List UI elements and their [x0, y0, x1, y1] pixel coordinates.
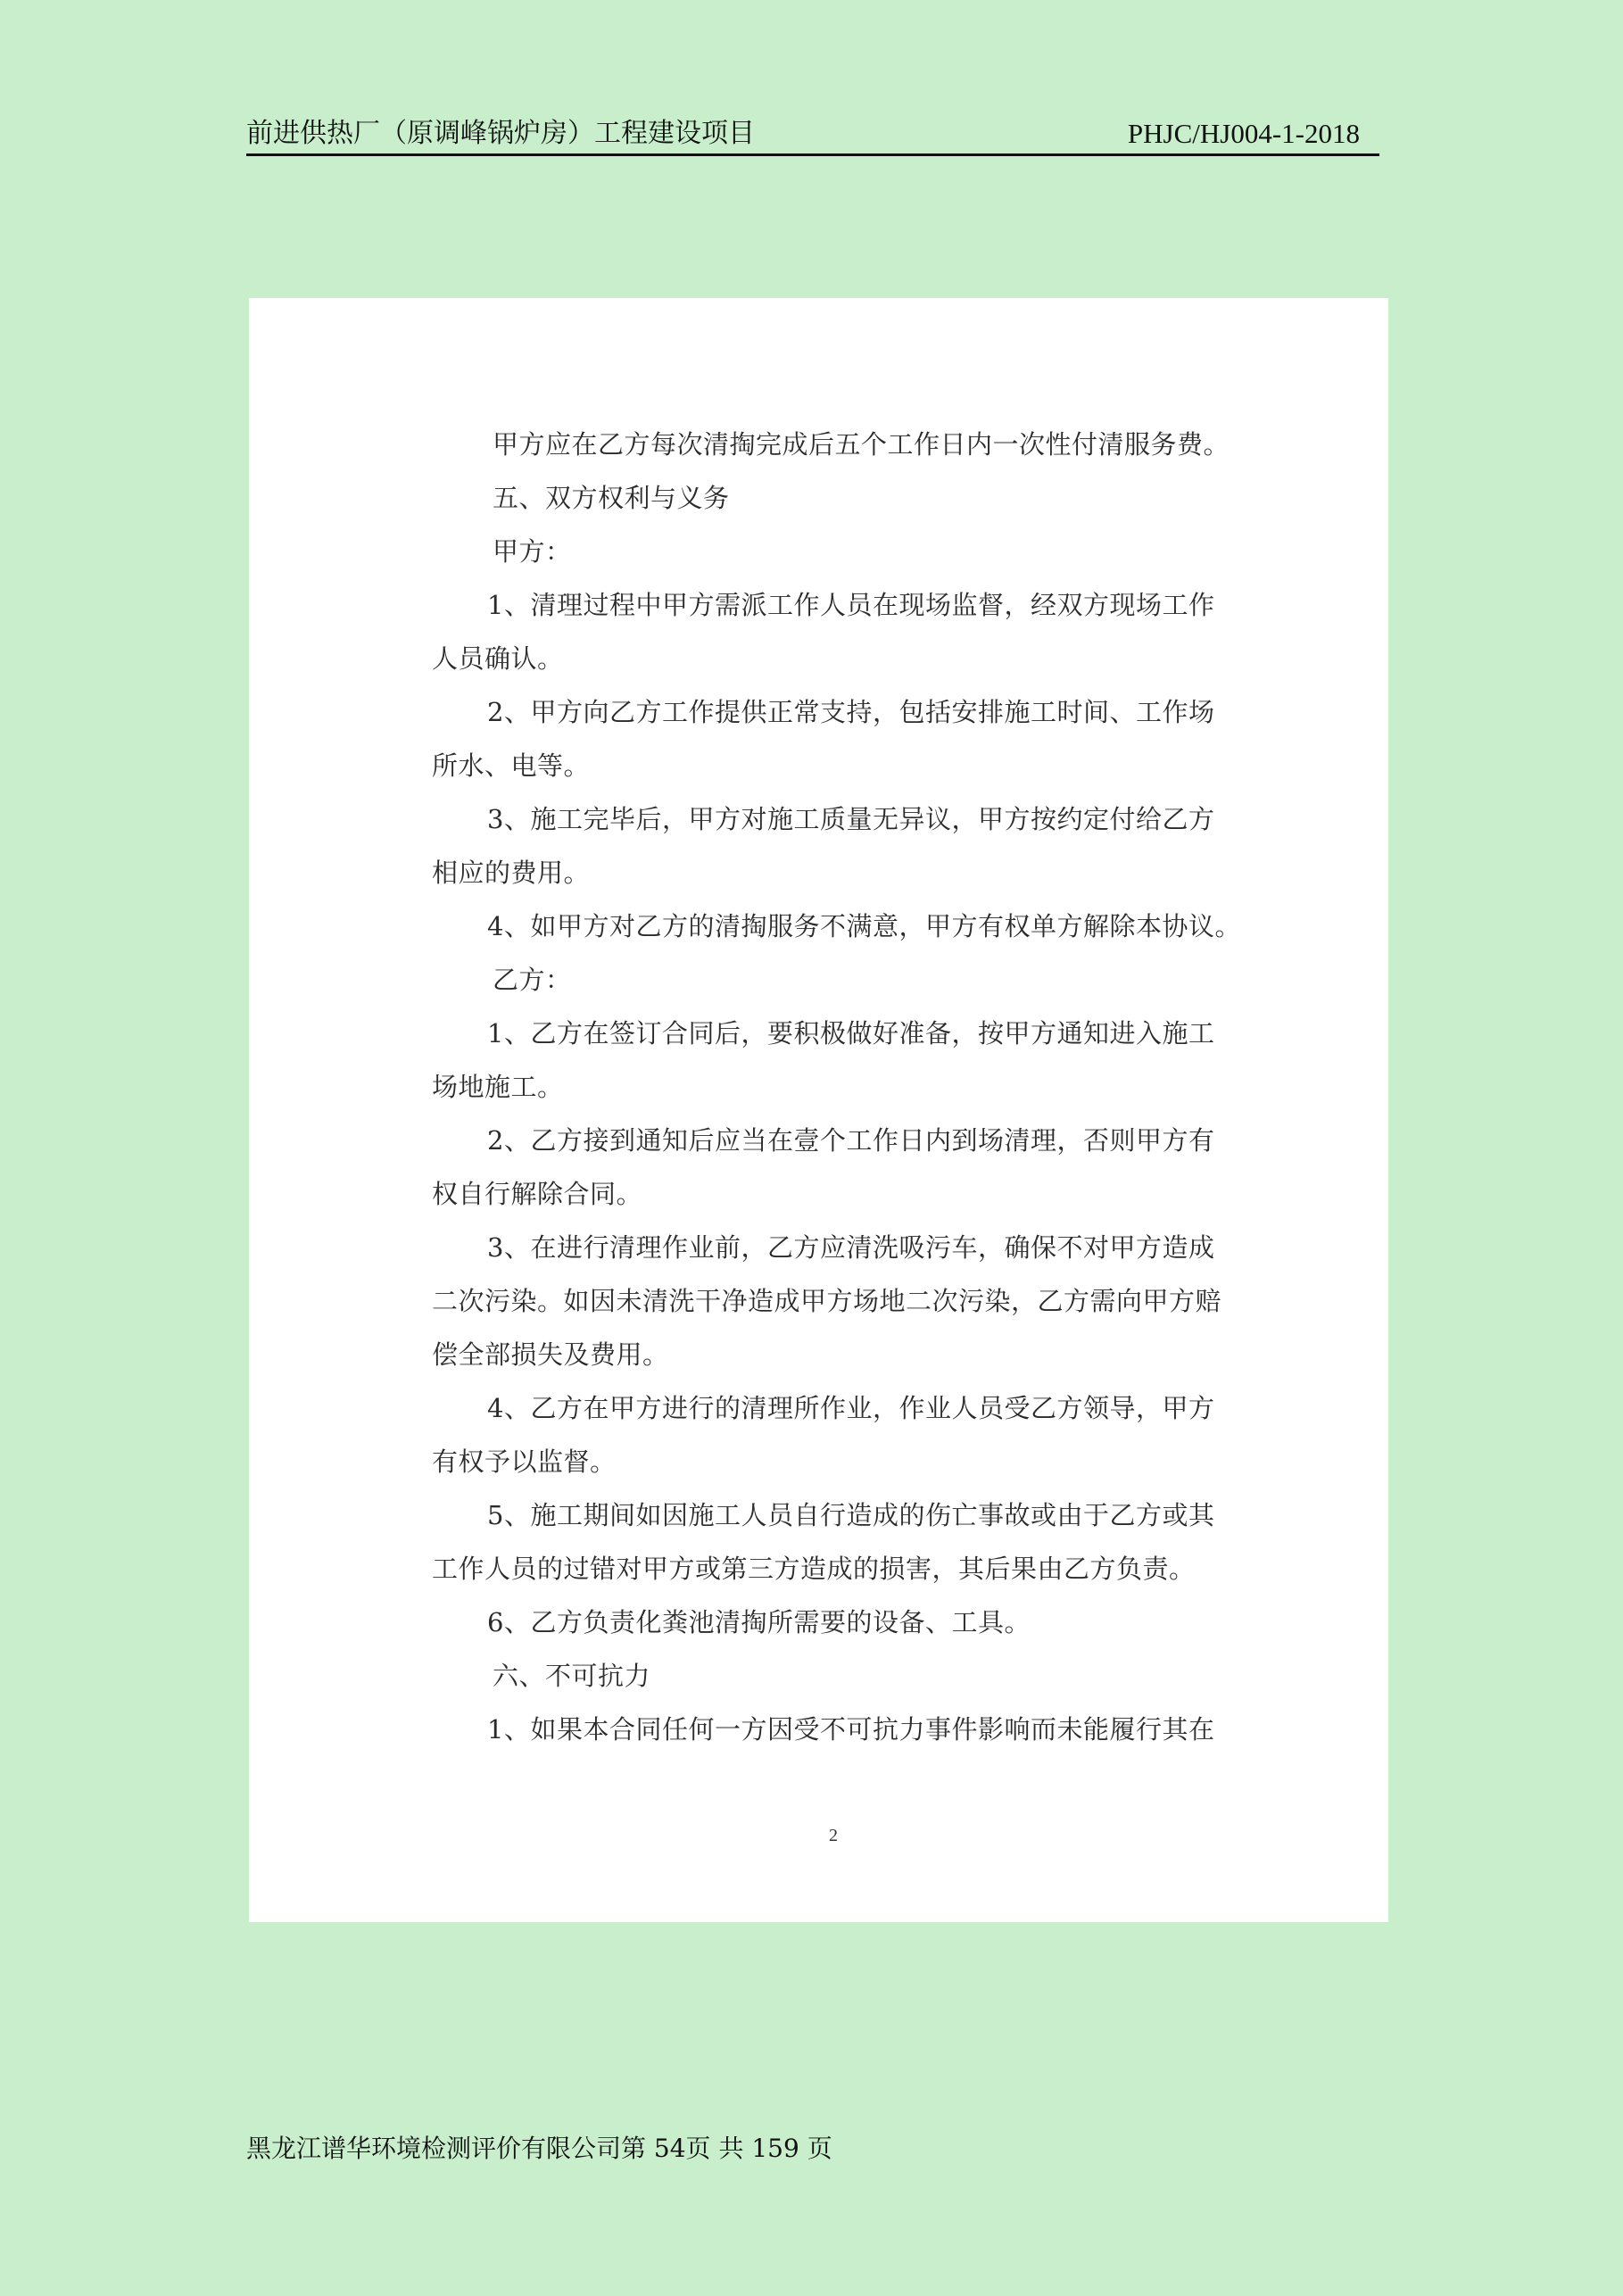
- scan-line: 相应的费用。: [432, 858, 591, 888]
- scan-line: 工作人员的过错对甲方或第三方造成的损害，其后果由乙方负责。: [432, 1554, 1196, 1584]
- scan-line: 有权予以监督。: [432, 1446, 617, 1477]
- document-code: PHJC/HJ004-1-2018: [1127, 118, 1360, 149]
- scan-line: 4、如甲方对乙方的清掏服务不满意，甲方有权单方解除本协议。: [487, 911, 1241, 941]
- scan-line: 1、乙方在签订合同后，要积极做好准备，按甲方通知进入施工: [487, 1018, 1215, 1049]
- scan-line: 6、乙方负责化粪池清掏所需要的设备、工具。: [487, 1607, 1031, 1637]
- scan-line: 2、甲方向乙方工作提供正常支持，包括安排施工时间、工作场: [487, 697, 1215, 727]
- header-title: 前进供热厂（原调峰锅炉房）工程建设项目: [246, 118, 755, 149]
- scan-line: 5、施工期间如因施工人员自行造成的伤亡事故或由于乙方或其: [487, 1500, 1215, 1530]
- scan-line: 2、乙方接到通知后应当在壹个工作日内到场清理，否则甲方有: [487, 1125, 1215, 1156]
- scan-line: 六、不可抗力: [493, 1661, 651, 1691]
- scan-line: 偿全部损失及费用。: [432, 1339, 669, 1370]
- scan-line: 所水、电等。: [432, 750, 591, 781]
- scan-line: 人员确认。: [432, 643, 564, 674]
- scan-line: 1、如果本合同任何一方因受不可抗力事件影响而未能履行其在: [487, 1714, 1215, 1745]
- scan-line: 二次污染。如因未清洗干净造成甲方场地二次污染，乙方需向甲方赔: [432, 1286, 1222, 1316]
- footer-company: 黑龙江谱华环境检测评价有限公司: [246, 2134, 622, 2163]
- scan-line: 1、清理过程中甲方需派工作人员在现场监督，经双方现场工作: [487, 590, 1215, 620]
- page-header: [246, 114, 1379, 156]
- scanned-contract-page: [249, 298, 1388, 1922]
- scan-line: 3、施工完毕后，甲方对施工质量无异议，甲方按约定付给乙方: [487, 804, 1215, 834]
- scan-line: 甲方应在乙方每次清掏完成后五个工作日内一次性付清服务费。: [493, 429, 1230, 460]
- scan-line: 乙方：: [493, 965, 572, 995]
- scan-line: 场地施工。: [432, 1072, 564, 1102]
- scan-line: 4、乙方在甲方进行的清理所作业，作业人员受乙方领导，甲方: [487, 1393, 1215, 1423]
- page-footer: [246, 2129, 832, 2165]
- scan-line: 五、双方权利与义务: [493, 483, 730, 513]
- scan-page-number: 2: [829, 1826, 838, 1845]
- scan-line: 权自行解除合同。: [432, 1179, 643, 1209]
- scan-line: 3、在进行清理作业前，乙方应清洗吸污车，确保不对甲方造成: [487, 1232, 1215, 1263]
- scan-line: 甲方：: [493, 536, 572, 567]
- footer-page-label: 第 54页 共 159 页: [621, 2134, 832, 2163]
